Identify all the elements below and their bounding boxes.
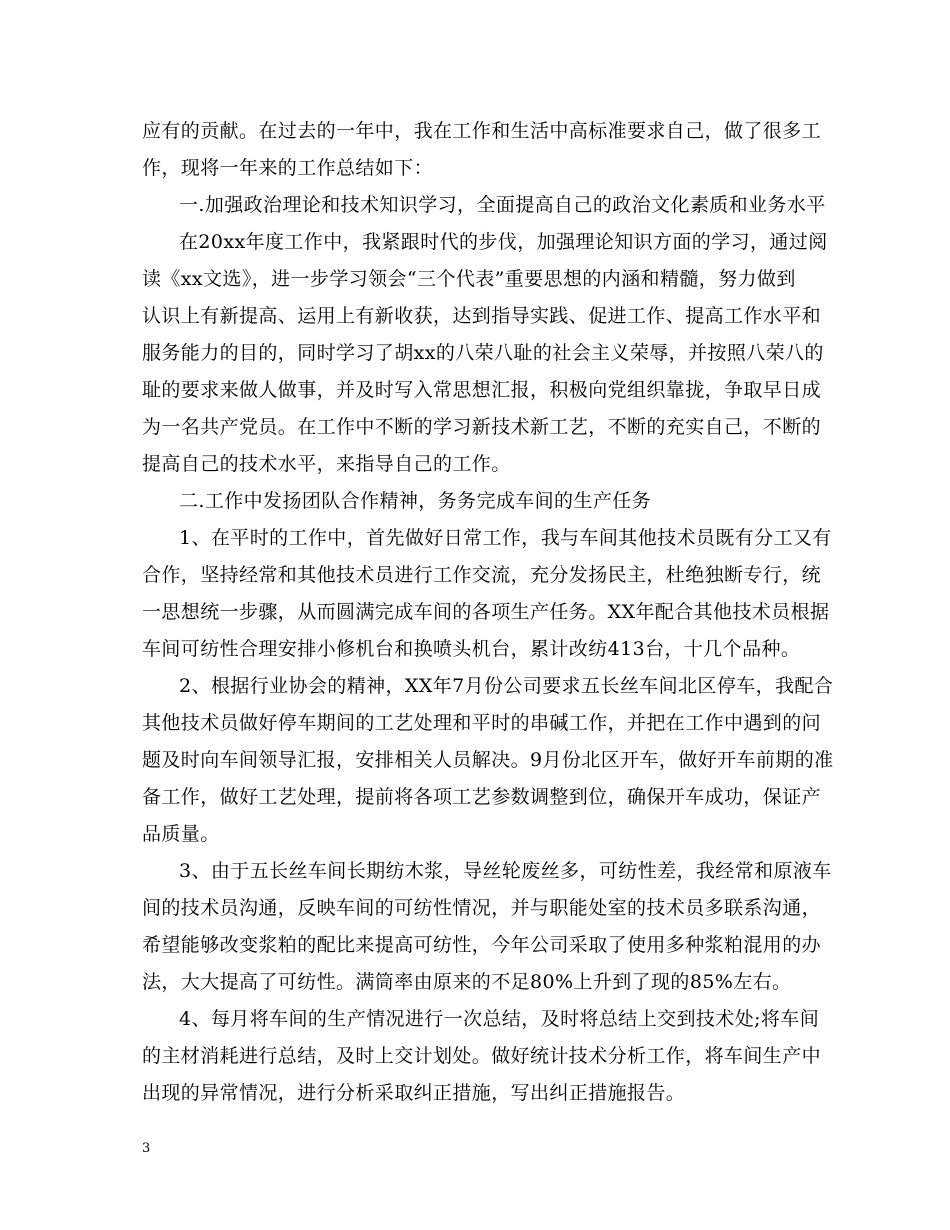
text-line: 间的技术员沟通，反映车间的可纺性情况，并与职能处室的技术员多联系沟通， [142,897,822,919]
text-line: 车间可纺性合理安排小修机台和换喷头机台，累计改纺413台，十几个品种。 [142,638,801,660]
section-heading: 一.加强政治理论和技术知识学习，全面提高自己的政治文化素质和业务水平 [179,194,826,216]
text-line: 品质量。 [142,823,220,845]
text-line: 出现的异常情况，进行分析采取纠正措施，写出纠正措施报告。 [142,1082,686,1104]
text-line: 认识上有新提高、运用上有新收获，达到指导实践、促进工作、提高工作水平和 [142,305,822,327]
text-line: 备工作，做好工艺处理，提前将各项工艺参数调整到位，确保开车成功，保证产 [142,786,822,808]
text-line: 作，现将一年来的工作总结如下： [142,157,434,179]
text-line: 3、由于五长丝车间长期纺木浆，导丝轮废丝多，可纺性差，我经常和原液车 [179,860,832,882]
text-line: 为一名共产党员。在工作中不断的学习新技术新工艺，不断的充实自己，不断的 [142,416,822,438]
text-line: 法，大大提高了可纺性。满筒率由原来的不足80%上升到了现的85%左右。 [142,971,792,993]
text-line: 提高自己的技术水平，来指导自己的工作。 [142,453,511,475]
text-line: 在20xx年度工作中，我紧跟时代的步伐，加强理论知识方面的学习，通过阅 [179,231,828,253]
text-line: 2、根据行业协会的精神，XX年7月份公司要求五长丝车间北区停车，我配合 [179,675,834,697]
text-line: 一思想统一步骤，从而圆满完成车间的各项生产任务。XX年配合其他技术员根据 [142,601,830,623]
section-heading: 二.工作中发扬团队合作精神，务务完成车间的生产任务 [179,490,652,512]
page-number: 3 [142,1141,151,1156]
text-line: 1、在平时的工作中，首先做好日常工作，我与车间其他技术员既有分工又有 [179,527,832,549]
text-line: 服务能力的目的，同时学习了胡xx的八荣八耻的社会主义荣辱，并按照八荣八的 [142,342,824,364]
text-line: 4、每月将车间的生产情况进行一次总结，及时将总结上交到技术处;将车间 [179,1008,820,1030]
text-line: 题及时向车间领导汇报，安排相关人员解决。9月份北区开车，做好开车前期的准 [142,749,834,771]
text-line: 其他技术员做好停车期间的工艺处理和平时的串碱工作，并把在工作中遇到的问 [142,712,822,734]
text-line: 希望能够改变浆粕的配比来提高可纺性，今年公司采取了使用多种浆粕混用的办 [142,934,822,956]
text-line: 耻的要求来做人做事，并及时写入常思想汇报，积极向党组织靠拢，争取早日成 [142,379,822,401]
text-line: 的主材消耗进行总结，及时上交计划处。做好统计技术分析工作，将车间生产中 [142,1045,822,1067]
text-line: 应有的贡献。在过去的一年中，我在工作和生活中高标准要求自己，做了很多工 [142,120,822,142]
text-line: 读《xx文选》，进一步学习领会“三个代表”重要思想的内涵和精髓，努力做到 [142,268,796,290]
text-line: 合作，坚持经常和其他技术员进行工作交流，充分发扬民主，杜绝独断专行，统 [142,564,822,586]
